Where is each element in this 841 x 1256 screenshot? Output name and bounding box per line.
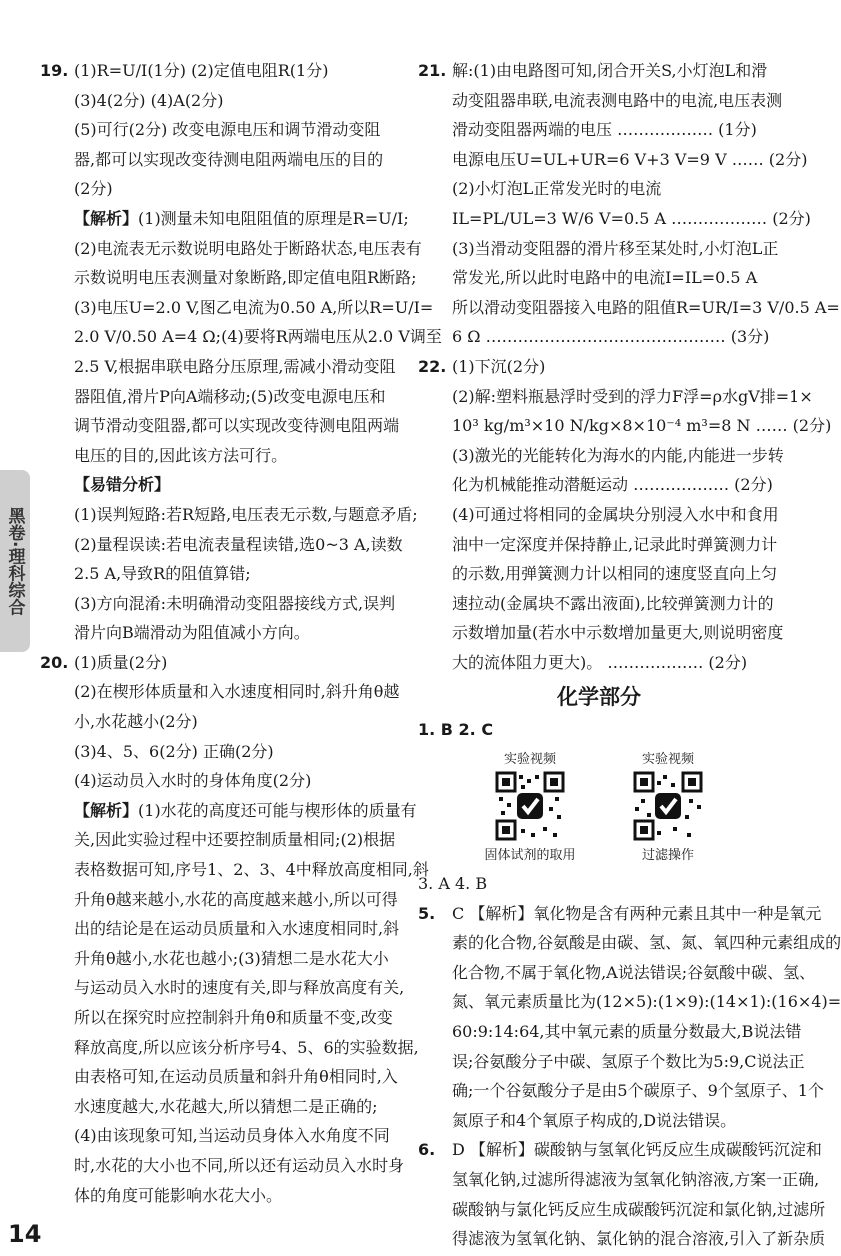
question-number: 6. — [418, 1140, 436, 1160]
line-text: 与运动员入水时的速度有关,即与释放高度有关, — [74, 978, 405, 998]
physics-answers-21-22 — [418, 56, 840, 677]
text-line — [418, 263, 780, 293]
text-line — [418, 1047, 805, 1077]
side-tab-label: 黑卷·理科综合 — [4, 506, 25, 616]
text-line — [418, 293, 840, 323]
text-line — [40, 1033, 419, 1063]
text-line — [40, 855, 429, 885]
text-line — [40, 441, 402, 471]
line-text: (4)可通过将相同的金属块分别浸入水中和食用 — [452, 504, 779, 524]
line-text: (1)测量未知电阻阻值的原理是R=U/I; — [138, 208, 409, 228]
line-text: 化为机械能推动潜艇运动 ……………… (2分) — [452, 475, 773, 495]
chemistry-answers-3-6 — [418, 869, 841, 1254]
line-text: C 【解析】氧化物是含有两种元素且其中一种是氧元 — [452, 903, 822, 923]
qr-card-solid-reagent[interactable] — [480, 751, 580, 865]
line-text: 滑动变阻器两端的电压 ……………… (1分) — [452, 120, 757, 140]
line-text: (2)在楔形体质量和入水速度相同时,斜升角θ越 — [74, 682, 400, 702]
line-text: 器阻值,滑片P向A端移动;(5)改变电源电压和 — [74, 386, 386, 406]
line-text: 所以滑动变阻器接入电路的阻值R=UR/I=3 V/0.5 A= — [452, 297, 840, 317]
line-text: 调节滑动变阻器,都可以实现改变待测电阻两端 — [74, 416, 400, 436]
text-line — [418, 411, 832, 441]
text-line — [40, 825, 402, 855]
chemistry-section-title: 化学部分 — [557, 685, 641, 710]
side-tab — [0, 470, 30, 652]
text-line — [40, 589, 402, 619]
chem-answers-1-2: 1. B 2. C — [418, 720, 494, 740]
text-line — [418, 145, 808, 175]
text-line — [40, 382, 402, 412]
line-text: (4)由该现象可知,当运动员身体入水角度不同 — [74, 1126, 390, 1146]
line-text: 6 Ω ……………………………………… (3分) — [452, 327, 770, 347]
text-line — [40, 796, 417, 826]
text-line — [40, 559, 402, 589]
text-line — [418, 56, 780, 86]
text-line — [418, 899, 822, 929]
line-text: (3)激光的光能转化为海水的内能,内能进一步转 — [452, 445, 784, 465]
line-text: 释放高度,所以应该分析序号4、5、6的实验数据, — [74, 1037, 419, 1057]
text-line — [40, 1121, 402, 1151]
text-line — [40, 707, 402, 737]
text-line — [418, 530, 780, 560]
line-text: (1)下沉(2分) — [452, 356, 546, 376]
text-line — [40, 293, 434, 323]
text-line — [40, 914, 402, 944]
line-text: 油中一定深度并保持静止,记录此时弹簧测力计 — [452, 534, 778, 554]
line-text: 所以在探究时应控制斜升角θ和质量不变,改变 — [74, 1008, 393, 1027]
line-text: 时,水花的大小也不同,所以还有运动员入水时身 — [74, 1155, 405, 1175]
line-text: (2)量程误读:若电流表量程读错,选0~3 A,读数 — [74, 534, 403, 554]
qr-caption-bottom: 过滤操作 — [641, 848, 694, 864]
text-line — [418, 618, 784, 648]
line-text: 动变阻器串联,电流表测电路中的电流,电压表测 — [452, 90, 783, 110]
line-text: (3)4、5、6(2分) 正确(2分) — [74, 741, 274, 761]
text-line — [418, 648, 780, 678]
line-text: 2.0 V/0.50 A=4 Ω;(4)要将R两端电压从2.0 V调至 — [74, 327, 442, 347]
question-number: 19. — [40, 61, 69, 80]
text-line — [40, 1003, 402, 1033]
line-text: 大的流体阻力更大)。 ……………… (2分) — [452, 652, 748, 672]
text-line — [40, 56, 402, 86]
text-line — [40, 86, 402, 116]
line-text: 电压的目的,因此该方法可行。 — [74, 445, 288, 465]
qr-card-filtration[interactable] — [618, 751, 718, 865]
text-line — [40, 530, 402, 560]
line-text: 化合物,不属于氧化物,A说法错误;谷氨酸中碳、氢、 — [452, 962, 816, 982]
text-line — [40, 174, 402, 204]
qr-code-row — [418, 751, 780, 865]
qr-caption-top: 实验视频 — [641, 752, 694, 768]
text-line — [40, 411, 402, 441]
line-text: 3. A 4. B — [418, 874, 488, 894]
text-line — [418, 234, 780, 264]
line-text: (3)当滑动变阻器的滑片移至某处时,小灯泡L正 — [452, 238, 779, 258]
line-text: 体的角度可能影响水花大小。 — [74, 1185, 283, 1205]
text-line — [40, 1092, 402, 1122]
line-text: (5)可行(2分) 改变电源电压和调节滑动变阻 — [74, 120, 381, 140]
line-text: (1)R=U/I(1分) (2)定值电阻R(1分) — [74, 61, 329, 80]
text-line — [40, 115, 402, 145]
line-text: 电源电压U=UL+UR=6 V+3 V=9 V …… (2分) — [452, 149, 808, 169]
text-line — [418, 1195, 826, 1225]
qr-code-icon[interactable] — [495, 771, 565, 841]
text-line — [40, 766, 402, 796]
text-line — [418, 928, 841, 958]
line-text: 解:(1)由电路图可知,闭合开关S,小灯泡L和滑 — [452, 61, 768, 80]
text-line — [40, 322, 442, 352]
text-line — [418, 1165, 820, 1195]
line-text: 的示数,用弹簧测力计以相同的速度竖直向上匀 — [452, 564, 778, 584]
line-text: (3)电压U=2.0 V,图乙电流为0.50 A,所以R=U/I= — [74, 297, 434, 317]
text-line — [418, 322, 780, 352]
line-text: 小,水花越小(2分) — [74, 712, 198, 732]
text-line — [418, 1106, 780, 1136]
text-line — [40, 204, 409, 234]
text-line — [418, 352, 780, 382]
line-text: 关,因此实验过程中还要控制质量相同;(2)根据 — [74, 830, 396, 850]
line-text: 氢氧化钠,过滤所得滤液为氢氧化钠溶液,方案一正确, — [452, 1170, 820, 1189]
line-text: (2)解:塑料瓶悬浮时受到的浮力F浮=ρ水gV排=1× — [452, 386, 813, 406]
line-text: 表格数据可知,序号1、2、3、4中释放高度相同,斜 — [74, 860, 429, 880]
text-line — [40, 263, 417, 293]
line-text: 滑片向B端滑动为阻值减小方向。 — [74, 623, 310, 643]
line-text: 升角θ越来越小,水花的高度越来越小,所以可得 — [74, 889, 398, 909]
line-text: (2分) — [74, 179, 113, 199]
text-line — [418, 500, 780, 530]
text-line — [418, 1076, 824, 1106]
qr-code-icon[interactable] — [633, 771, 703, 841]
question-number: 21. — [418, 61, 447, 80]
line-text: IL=PL/UL=3 W/6 V=0.5 A ……………… (2分) — [452, 208, 811, 228]
line-text: (4)运动员入水时的身体角度(2分) — [74, 771, 312, 791]
line-text: 由表格可知,在运动员质量和斜升角θ相同时,入 — [74, 1067, 398, 1087]
text-line — [418, 174, 780, 204]
line-text: 速拉动(金属块不露出液面),比较弹簧测力计的 — [452, 593, 774, 613]
text-line — [40, 677, 402, 707]
text-line — [40, 1151, 405, 1181]
line-text: 升角θ越小,水花也越小;(3)猜想二是水花大小 — [74, 948, 389, 968]
right-column — [418, 56, 841, 1254]
line-text: 2.5 A,导致R的阻值算错; — [74, 564, 251, 584]
text-line — [418, 1135, 822, 1165]
text-line — [40, 352, 402, 382]
text-line — [418, 204, 811, 234]
question-number: 22. — [418, 356, 447, 376]
text-line — [40, 737, 402, 767]
line-text: (1)误判短路:若R短路,电压表无示数,与题意矛盾; — [74, 504, 418, 524]
line-text: 水速度越大,水花越大,所以猜想二是正确的; — [74, 1096, 378, 1116]
text-line — [418, 86, 783, 116]
qr-caption-top: 实验视频 — [503, 752, 556, 768]
line-text: (3)4(2分) (4)A(2分) — [74, 90, 224, 110]
text-line — [418, 1224, 826, 1254]
text-line — [40, 944, 402, 974]
line-text: 氮原子和4个氧原子构成的,D说法错误。 — [452, 1110, 737, 1130]
line-text: (3)方向混淆:未明确滑动变阻器接线方式,误判 — [74, 593, 396, 613]
qr-caption-bottom: 固体试剂的取用 — [484, 848, 576, 864]
analysis-tag: 【解析】 — [74, 208, 139, 228]
line-text: 器,都可以实现改变待测电阻两端电压的目的 — [74, 149, 384, 169]
line-text: 得滤液为氢氧化钠、氯化钠的混合溶液,引入了新杂质 — [452, 1229, 826, 1249]
text-line — [40, 1062, 402, 1092]
text-line — [418, 589, 780, 619]
text-line — [418, 869, 780, 899]
text-line — [40, 973, 405, 1003]
text-line — [418, 470, 780, 500]
text-line — [40, 470, 402, 500]
question-number: 5. — [418, 903, 436, 923]
line-text: 确;一个谷氨酸分子是由5个碳原子、9个氢原子、1个 — [452, 1081, 824, 1101]
line-text: 素的化合物,谷氨酸是由碳、氢、氮、氧四种元素组成的 — [452, 933, 841, 953]
line-text: (1)质量(2分) — [74, 652, 168, 672]
line-text: 示数增加量(若水中示数增加量更大,则说明密度 — [452, 623, 784, 643]
line-text: (2)小灯泡L正常发光时的电流 — [452, 179, 662, 199]
line-text: 60:9:14:64,其中氧元素的质量分数最大,B说法错 — [452, 1022, 802, 1042]
text-line — [40, 885, 402, 915]
text-line — [40, 234, 422, 264]
line-text: 示数说明电压表测量对象断路,即定值电阻R断路; — [74, 268, 417, 288]
text-line — [418, 441, 784, 471]
line-text: 出的结论是在运动员质量和入水速度相同时,斜 — [74, 919, 400, 939]
text-line — [40, 618, 402, 648]
text-line — [418, 1017, 802, 1047]
text-line — [40, 648, 402, 678]
text-line — [40, 145, 402, 175]
line-text: (1)水花的高度还可能与楔形体的质量有 — [138, 800, 417, 820]
text-line — [40, 1181, 402, 1211]
line-text: 常发光,所以此时电路中的电流I=IL=0.5 A — [452, 268, 758, 288]
analysis-tag: 【易错分析】 — [74, 475, 171, 495]
line-text: 氮、氧元素质量比为(12×5):(1×9):(14×1):(16×4)= — [452, 992, 841, 1012]
question-number: 20. — [40, 652, 69, 672]
line-text: 碳酸钠与氯化钙反应生成碳酸钙沉淀和氯化钠,过滤所 — [452, 1199, 826, 1219]
page-number: 14 — [8, 1220, 42, 1248]
text-line — [418, 559, 780, 589]
line-text: 误;谷氨酸分子中碳、氢原子个数比为5:9,C说法正 — [452, 1051, 805, 1071]
text-line — [418, 987, 841, 1017]
text-line — [418, 382, 813, 412]
text-line — [418, 958, 816, 988]
text-line — [40, 500, 418, 530]
line-text: 10³ kg/m³×10 N/kg×8×10⁻⁴ m³=8 N …… (2分) — [452, 416, 832, 436]
line-text: (2)电流表无示数说明电路处于断路状态,电压表有 — [74, 238, 422, 258]
text-line — [418, 115, 780, 145]
analysis-tag: 【解析】 — [74, 800, 139, 820]
line-text: D 【解析】碳酸钠与氢氧化钙反应生成碳酸钙沉淀和 — [452, 1140, 822, 1160]
line-text: 2.5 V,根据串联电路分压原理,需减小滑动变阻 — [74, 356, 396, 376]
